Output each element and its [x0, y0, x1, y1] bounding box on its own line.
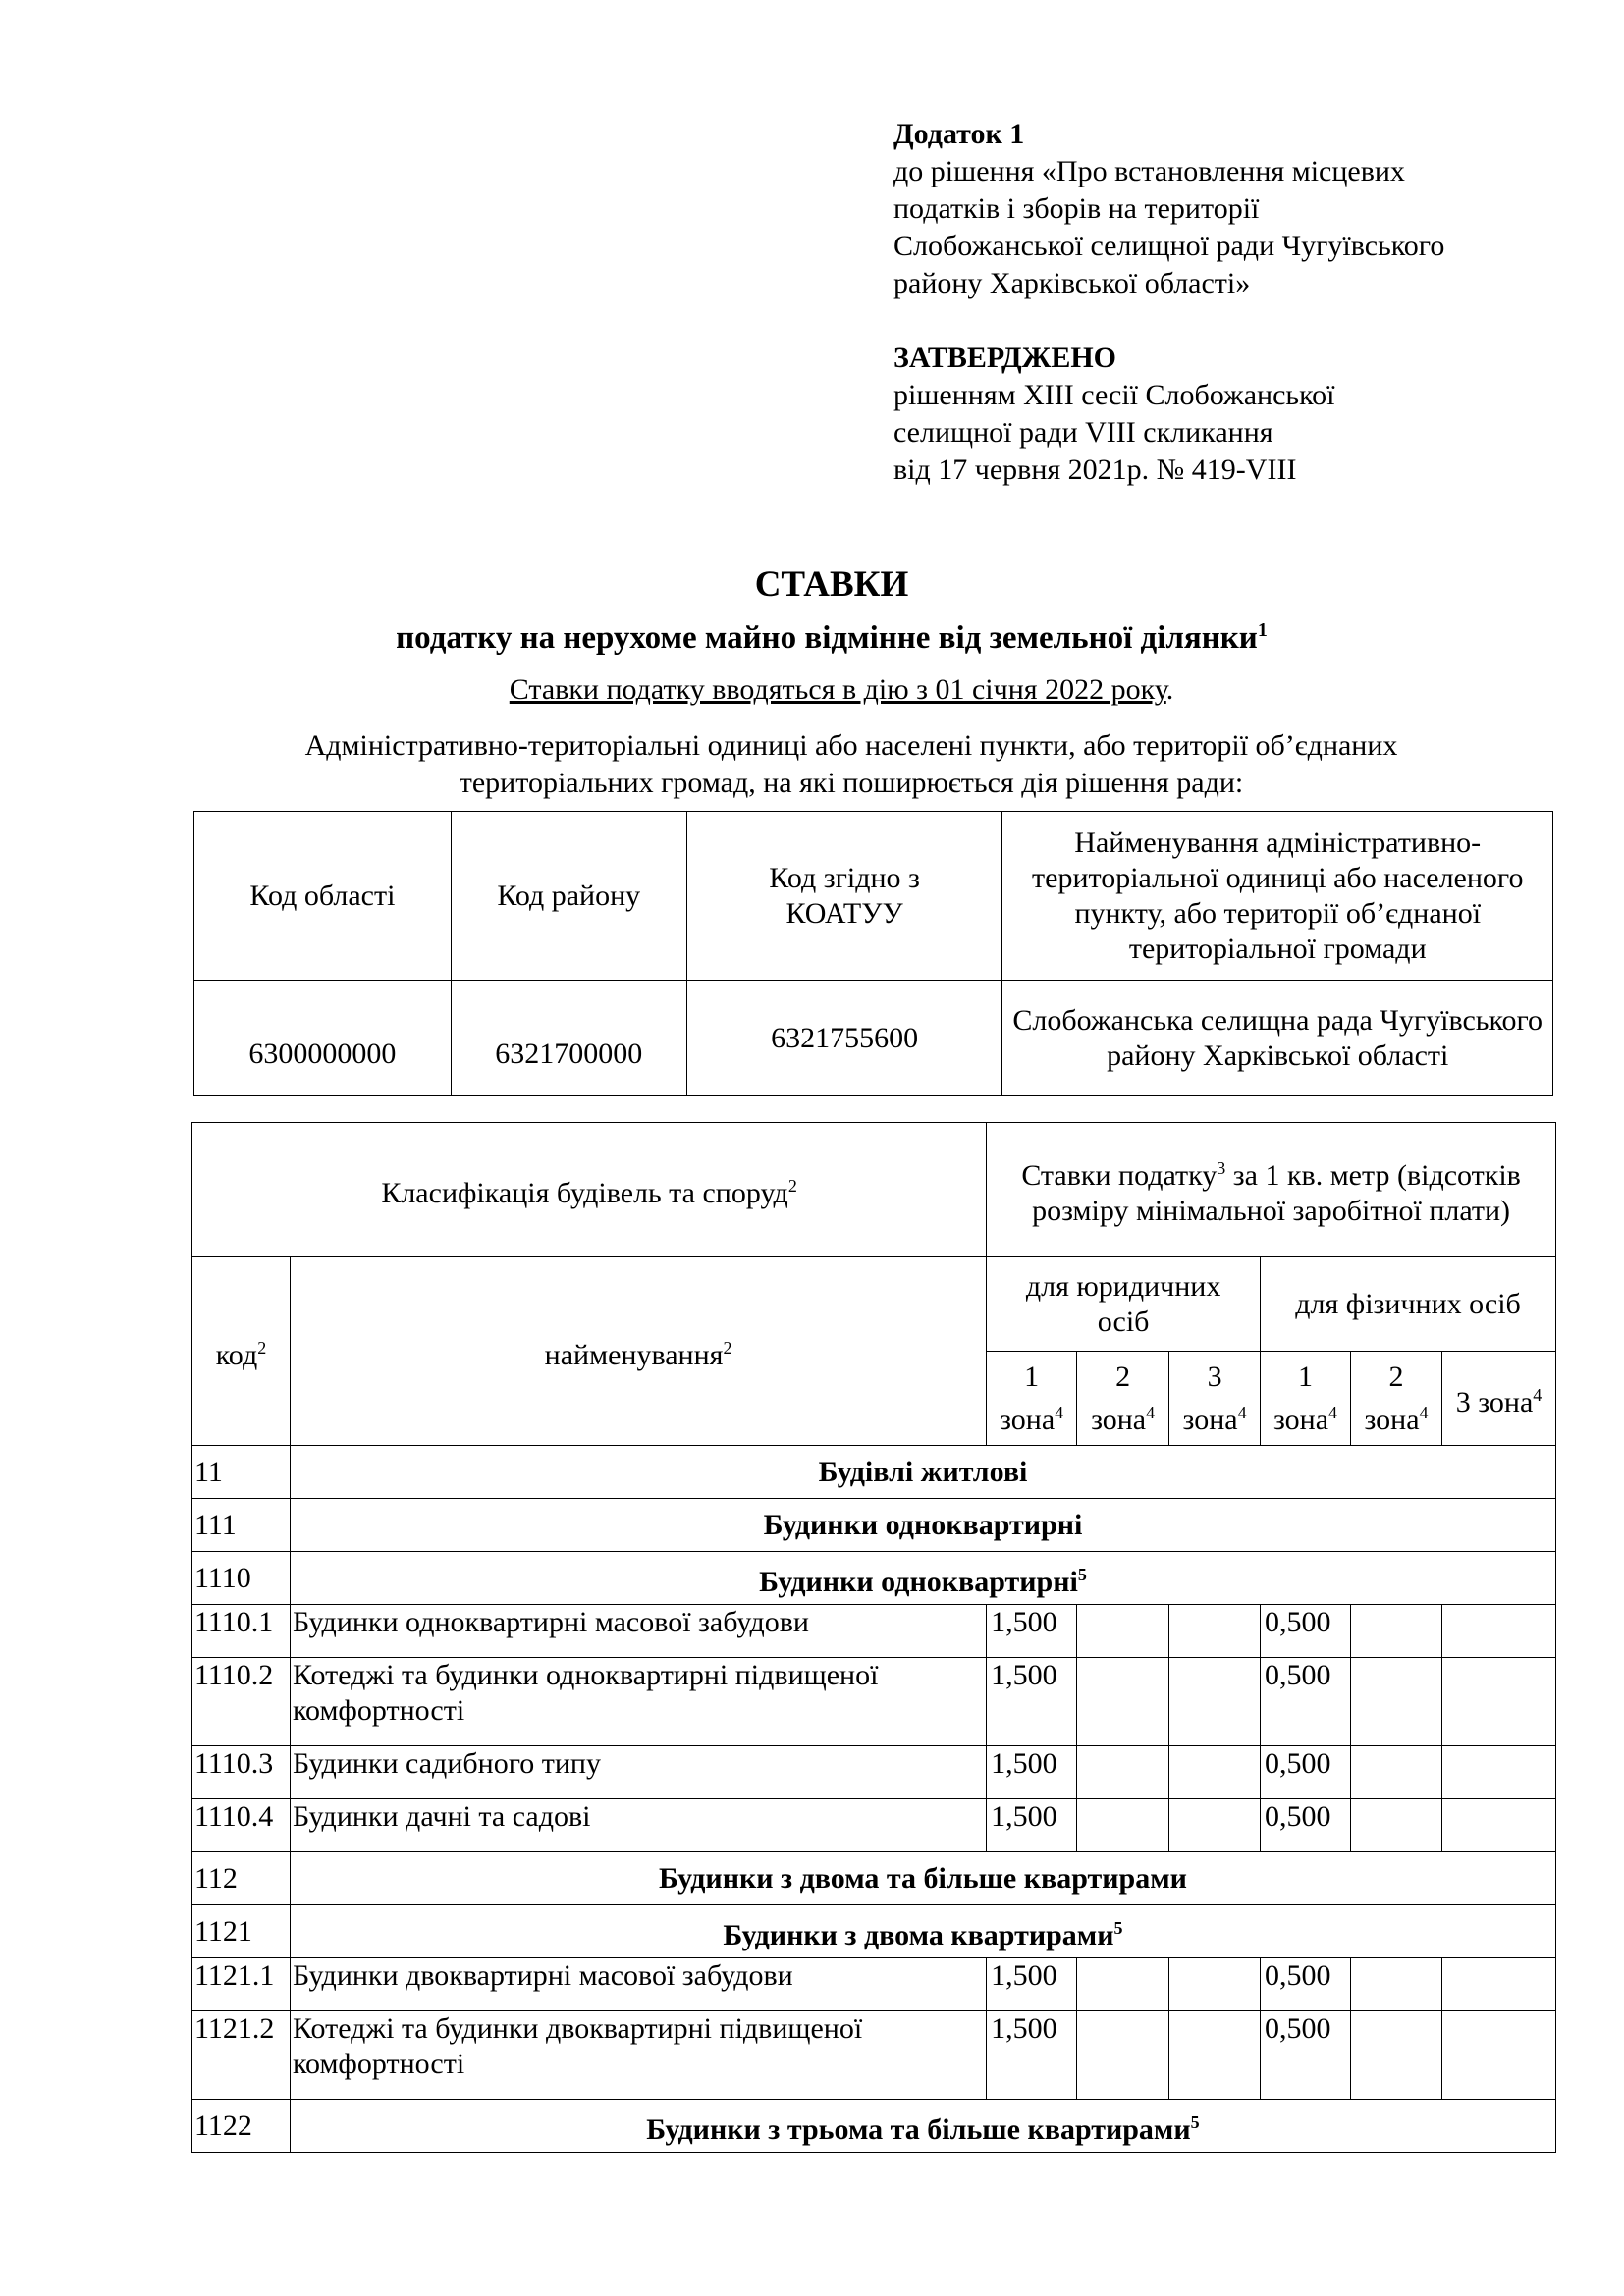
approved-line: рішенням XIII сесії Слобожанської — [893, 379, 1335, 411]
name-header: найменування$^2$ — [290, 1257, 986, 1446]
rate-cell-legal2 — [1077, 2011, 1169, 2100]
row-code: 1122 — [192, 2100, 291, 2153]
annex-title: Додаток 1 — [893, 118, 1025, 150]
section-row — [192, 1499, 1556, 1552]
approved-line: селищної ради VIII скликання — [893, 416, 1273, 449]
row-code: 1121.2 — [192, 2011, 291, 2100]
rate-cell-phys1: 0,500 — [1261, 1958, 1351, 2011]
section-title: Будівлі житлові — [290, 1446, 1555, 1499]
rate-cell-phys1: 0,500 — [1261, 1746, 1351, 1799]
tax-rates-table — [191, 1122, 1556, 2153]
rate-cell-legal1: 1,500 — [987, 2011, 1077, 2100]
rate-cell-legal3 — [1169, 1746, 1261, 1799]
rate-cell-phys3 — [1441, 1658, 1555, 1746]
annex-line: району Харківської області» — [893, 267, 1251, 299]
header-unit-name: Найменування адміністративно-територіальної одиниці або населеного пункту, або території об’єднаної територіальної громади — [1002, 812, 1553, 981]
code-header: код$^2$ — [192, 1257, 291, 1446]
section-title: Будинки одноквартирні$^5$ — [290, 1552, 1555, 1605]
table-row — [192, 1746, 1556, 1799]
zone-header: 1 зона$^4$ — [1261, 1352, 1351, 1446]
individuals-header: для фізичних осіб — [1261, 1257, 1556, 1352]
rate-cell-phys2 — [1351, 1746, 1442, 1799]
header-region-code: Код області — [194, 812, 452, 981]
region-code: 6300000000 — [194, 981, 452, 1096]
row-code: 1110 — [192, 1552, 291, 1605]
row-name: Будинки двоквартирні масової забудови — [290, 1958, 986, 2011]
rate-cell-phys2 — [1351, 1799, 1442, 1852]
header-koatuu-code: Код згідно з КОАТУУ — [686, 812, 1002, 981]
page-title: СТАВКИ — [754, 564, 909, 605]
rate-cell-legal1: 1,500 — [987, 1958, 1077, 2011]
section-row — [192, 1852, 1556, 1905]
approved-title: ЗАТВЕРДЖЕНО — [893, 342, 1116, 374]
row-name: Будинки дачні та садові — [290, 1799, 986, 1852]
section-title: Будинки з двома та більше квартирами — [290, 1852, 1555, 1905]
rate-cell-phys1: 0,500 — [1261, 1658, 1351, 1746]
row-code: 1110.2 — [192, 1658, 291, 1746]
rate-cell-phys3 — [1441, 1799, 1555, 1852]
header-row-1 — [192, 1123, 1556, 1257]
admin-header-row — [194, 812, 1553, 981]
scope-text: Адміністративно-територіальні одиниці або населені пункти, або території об’єднаних територіальних громад, на які поширюється дія рішення ради: — [304, 729, 1398, 799]
table-row — [192, 1799, 1556, 1852]
rate-cell-phys1: 0,500 — [1261, 1605, 1351, 1658]
rate-cell-legal1: 1,500 — [987, 1746, 1077, 1799]
rates-body — [192, 1446, 1556, 2153]
row-name: Котеджі та будинки двоквартирні підвищеної комфортності — [290, 2011, 986, 2100]
row-code: 1110.1 — [192, 1605, 291, 1658]
rate-cell-legal2 — [1077, 1605, 1169, 1658]
classification-header: Класифікація будівель та споруд$^2$ — [192, 1123, 987, 1257]
rate-cell-legal2 — [1077, 1958, 1169, 2011]
rate-cell-legal2 — [1077, 1658, 1169, 1746]
row-code: 11 — [192, 1446, 291, 1499]
rate-cell-phys3 — [1441, 2011, 1555, 2100]
row-code: 112 — [192, 1852, 291, 1905]
zone-header: 3 зона$^4$ — [1441, 1352, 1555, 1446]
rate-cell-phys3 — [1441, 1958, 1555, 2011]
subtitle-text: податку на нерухоме майно відмінне від земельної ділянки — [396, 620, 1258, 656]
header-district-code: Код району — [451, 812, 686, 981]
rate-cell-legal1: 1,500 — [987, 1605, 1077, 1658]
section-title: Будинки з трьома та більше квартирами$^5$ — [290, 2100, 1555, 2153]
rate-cell-phys2 — [1351, 1605, 1442, 1658]
koatuu-code: 6321755600 — [686, 981, 1002, 1096]
rate-cell-legal3 — [1169, 1799, 1261, 1852]
rate-cell-legal3 — [1169, 2011, 1261, 2100]
admin-data-row — [194, 981, 1553, 1096]
header-row-2 — [192, 1257, 1556, 1352]
zone-header: 2 зона$^4$ — [1351, 1352, 1442, 1446]
zone-header: 3 зона$^4$ — [1169, 1352, 1261, 1446]
row-name: Будинки одноквартирні масової забудови — [290, 1605, 986, 1658]
rate-cell-phys2 — [1351, 1658, 1442, 1746]
row-code: 1110.3 — [192, 1746, 291, 1799]
annex-line: податків і зборів на території — [893, 192, 1260, 225]
rates-header: Ставки податку$^3$ за 1 кв. метр (відсотків розміру мінімальної заробітної плати) — [987, 1123, 1556, 1257]
rate-cell-phys3 — [1441, 1746, 1555, 1799]
table-row — [192, 1958, 1556, 2011]
admin-units-table — [193, 811, 1553, 1096]
rate-cell-legal1: 1,500 — [987, 1658, 1077, 1746]
section-row — [192, 1446, 1556, 1499]
rate-cell-phys3 — [1441, 1605, 1555, 1658]
rate-cell-legal1: 1,500 — [987, 1799, 1077, 1852]
rate-cell-legal2 — [1077, 1746, 1169, 1799]
row-code: 1110.4 — [192, 1799, 291, 1852]
section-row — [192, 1552, 1556, 1605]
annex-line: до рішення «Про встановлення місцевих — [893, 155, 1405, 187]
effective-tail: . — [1165, 673, 1174, 706]
row-name: Котеджі та будинки одноквартирні підвищеної комфортності — [290, 1658, 986, 1746]
annex-header — [893, 116, 1542, 489]
row-code: 1121 — [192, 1905, 291, 1958]
zone-header: 2 зона$^4$ — [1077, 1352, 1169, 1446]
rate-cell-phys2 — [1351, 1958, 1442, 2011]
rate-cell-legal3 — [1169, 1658, 1261, 1746]
footnote-ref: 1 — [1257, 619, 1268, 641]
effective-text: Ставки податку вводяться в дію з 01 січня 2022 року — [509, 673, 1166, 706]
zone-header: 1 зона$^4$ — [987, 1352, 1077, 1446]
section-row — [192, 2100, 1556, 2153]
table-row — [192, 1658, 1556, 1746]
approved-line: від 17 червня 2021р. № 419-VIII — [893, 454, 1297, 486]
rate-cell-phys1: 0,500 — [1261, 1799, 1351, 1852]
section-row — [192, 1905, 1556, 1958]
rate-cell-legal3 — [1169, 1958, 1261, 2011]
unit-name: Слобожанська селищна рада Чугуївського району Харківської області — [1002, 981, 1553, 1096]
rate-cell-phys1: 0,500 — [1261, 2011, 1351, 2100]
rate-cell-legal2 — [1077, 1799, 1169, 1852]
annex-line: Слобожанської селищної ради Чугуївського — [893, 230, 1445, 262]
rate-cell-phys2 — [1351, 2011, 1442, 2100]
row-name: Будинки садибного типу — [290, 1746, 986, 1799]
section-title: Будинки одноквартирні — [290, 1499, 1555, 1552]
table-row — [192, 1605, 1556, 1658]
title-block — [0, 564, 1624, 802]
district-code: 6321700000 — [451, 981, 686, 1096]
page-subtitle — [39, 610, 1624, 659]
table-row — [192, 2011, 1556, 2100]
effective-date — [59, 672, 1624, 708]
row-code: 111 — [192, 1499, 291, 1552]
section-title: Будинки з двома квартирами$^5$ — [290, 1905, 1555, 1958]
rate-cell-legal3 — [1169, 1605, 1261, 1658]
legal-entities-header: для юридичних осіб — [987, 1257, 1261, 1352]
row-code: 1121.1 — [192, 1958, 291, 2011]
